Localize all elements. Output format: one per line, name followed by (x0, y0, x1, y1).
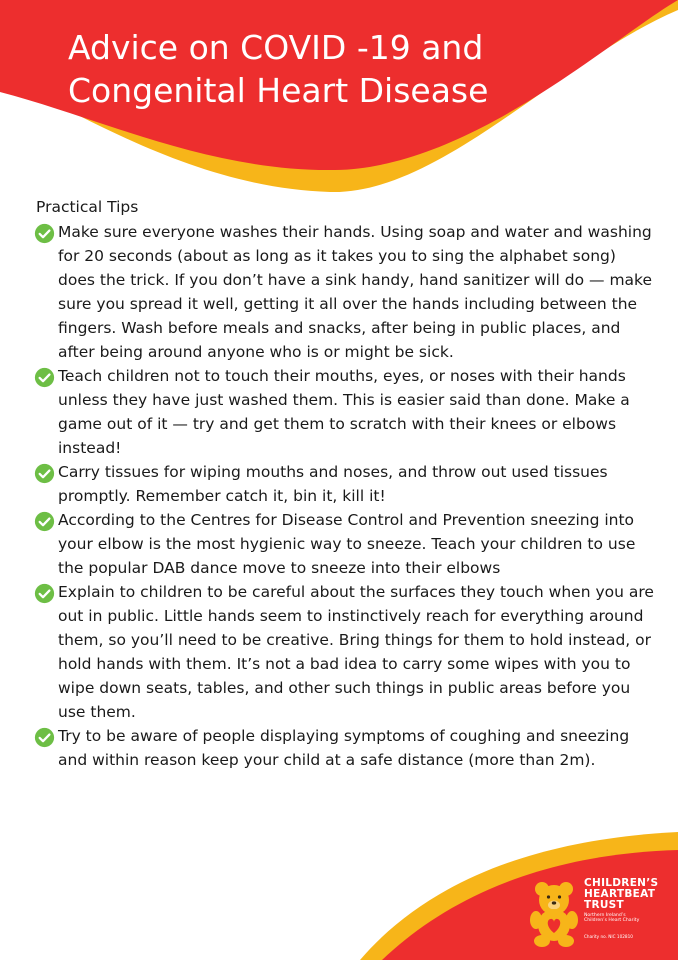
tip-item (36, 724, 656, 772)
tip-text: Carry tissues for wiping mouths and noses, and throw out used tissues promptly. Remember catch it, bin it, kill it! (58, 463, 608, 505)
check-circle-icon (34, 223, 55, 244)
page-title (68, 26, 488, 112)
charity-logo (528, 878, 673, 958)
logo-wordmark (584, 878, 658, 911)
tip-text: Explain to children to be careful about the surfaces they touch when you are out in public. Little hands seem to instinctively reach for everything around them, so you’ll need to be creative. Bring things for them to hold instead, or hold hands with them. It’s not a bad idea to carry some wipes with you to wipe down seats, tables, and other such things in public areas before you use them. (58, 583, 654, 721)
check-circle-icon (34, 367, 55, 388)
content (36, 195, 656, 772)
charity-number: Charity no. NIC 102810 (584, 934, 633, 939)
section-heading: Practical Tips (36, 198, 139, 216)
tip-item (36, 460, 656, 508)
tip-item (36, 508, 656, 580)
tip-item (36, 580, 656, 724)
tips-list (36, 220, 656, 772)
page-title-line-2: Congenital Heart Disease (68, 71, 489, 110)
logo-name-line-2: HEARTBEAT (584, 888, 656, 900)
logo-name-line-1: CHILDREN’S (584, 877, 659, 889)
page-title-line-1: Advice on COVID -19 and (68, 28, 484, 67)
tip-item (36, 364, 656, 460)
logo-tagline-line-2: Children’s Heart Charity (584, 918, 640, 924)
check-circle-icon (34, 463, 55, 484)
check-circle-icon (34, 511, 55, 532)
tip-text: Teach children not to touch their mouths, eyes, or noses with their hands unless they have just washed them. This is easier said than done. Make a game out of it — try and get them to scratch with their knees or elbows instead! (58, 367, 630, 457)
logo-name-line-3: TRUST (584, 899, 624, 911)
tip-text: Make sure everyone washes their hands. Using soap and water and washing for 20 seconds (about as long as it takes you to sing the alphabet song) does the trick. If you don’t have a sink handy, hand sanitizer will do — make sure you spread it well, getting it all over the hands including between the fingers. Wash before meals and snacks, after being in public places, and after being around anyone who is or might be sick. (58, 223, 653, 361)
tip-text: Try to be aware of people displaying symptoms of coughing and sneezing and within reason keep your child at a safe distance (more than 2m). (58, 727, 630, 769)
check-circle-icon (34, 727, 55, 748)
logo-tagline (584, 913, 670, 924)
logo-tagline-line-1: Northern Ireland’s (584, 913, 626, 918)
teddy-bear-icon (528, 880, 580, 948)
check-circle-icon (34, 583, 55, 604)
tip-item (36, 220, 656, 364)
tip-text: According to the Centres for Disease Control and Prevention sneezing into your elbow is the most hygienic way to sneeze. Teach your children to use the popular DAB dance move to sneeze into their elbows (58, 511, 636, 577)
